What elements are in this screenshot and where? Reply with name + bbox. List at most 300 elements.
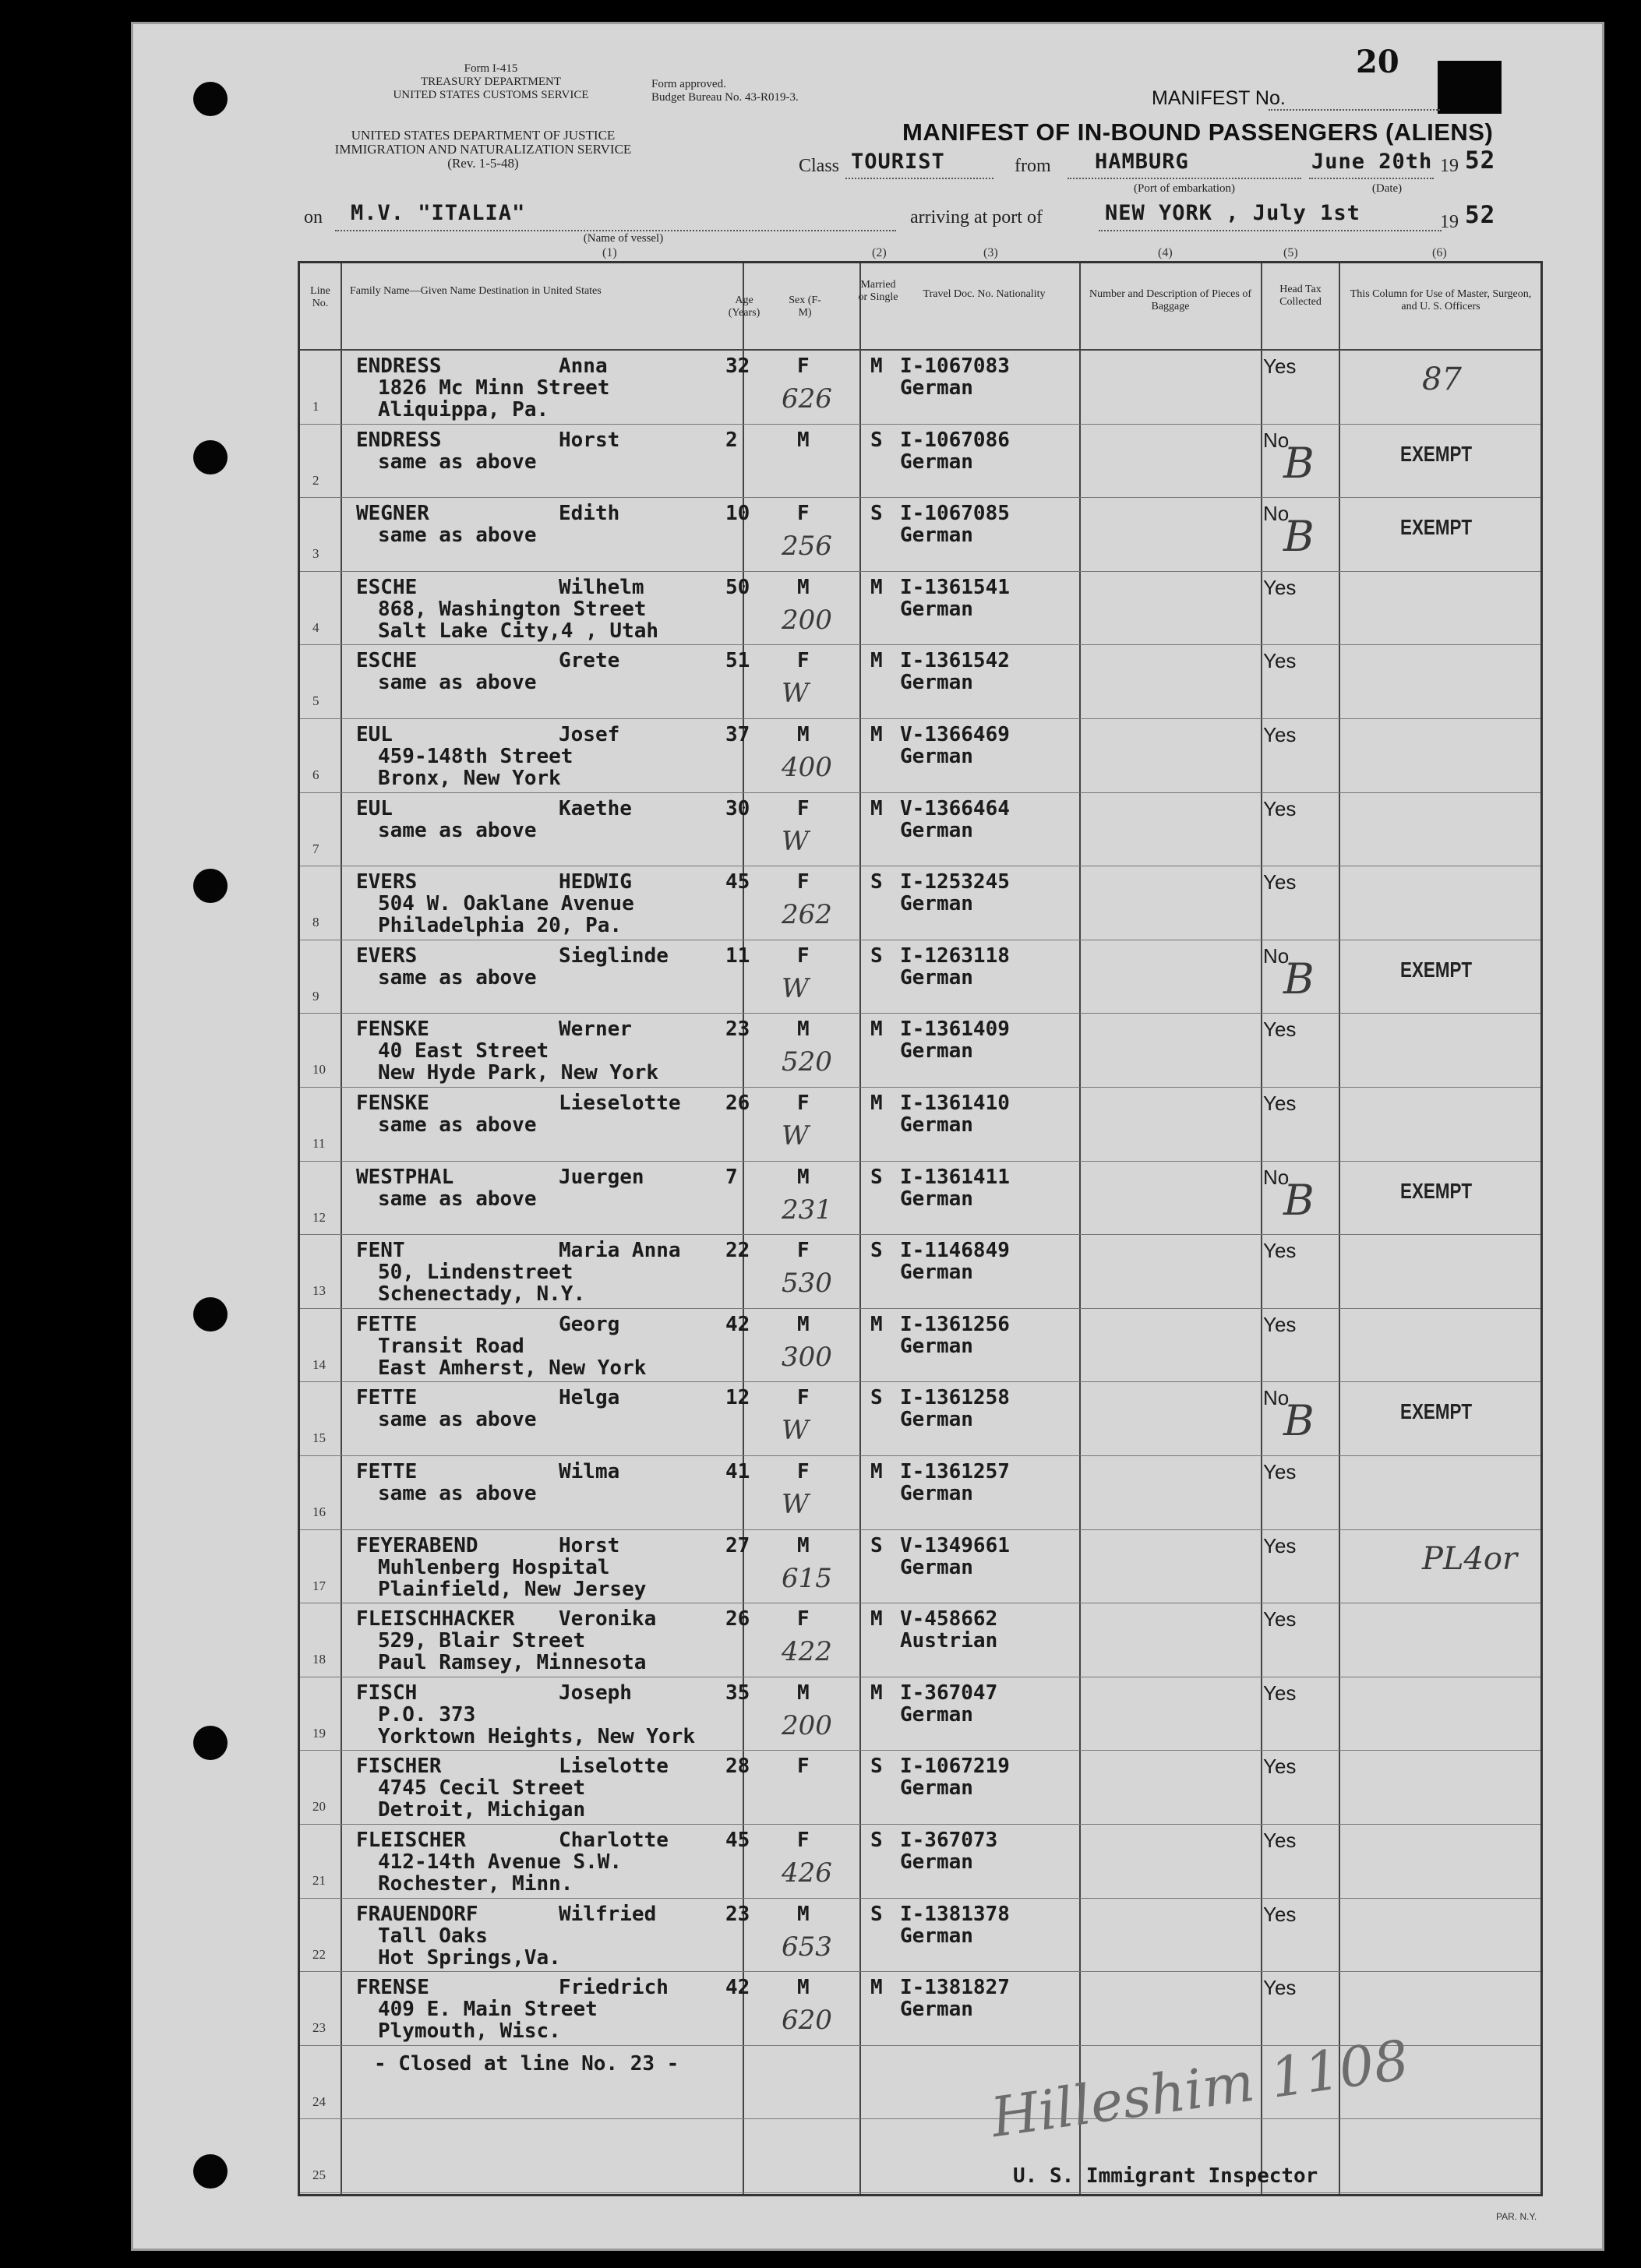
travel-doc-no: I-367073 xyxy=(900,1829,998,1852)
table-row xyxy=(300,498,1540,572)
address-line-2: Plainfield, New Jersey xyxy=(378,1577,647,1601)
sex: F xyxy=(797,1239,810,1263)
address-line-2: Philadelphia 20, Pa. xyxy=(378,914,623,938)
head-tax: Yes xyxy=(1263,723,1297,746)
line-number: 19 xyxy=(312,1725,326,1741)
sex: M xyxy=(797,1312,810,1336)
table-row xyxy=(300,793,1540,867)
handwritten-note: W xyxy=(782,678,809,710)
address-line-1: same as above xyxy=(378,671,537,695)
address-line-1: same as above xyxy=(378,450,537,474)
age: 30 xyxy=(725,796,750,820)
head-tax: Yes xyxy=(1263,1755,1297,1779)
nationality: German xyxy=(900,524,973,548)
head-tax: Yes xyxy=(1263,1607,1297,1631)
given-name: Sieglinde xyxy=(559,944,669,968)
on-label: on xyxy=(304,207,323,228)
table-row xyxy=(300,425,1540,499)
line-number: 14 xyxy=(312,1356,326,1372)
head-tax: Yes xyxy=(1263,575,1297,599)
given-name: Grete xyxy=(559,649,620,673)
marital-status: M xyxy=(870,1976,883,2000)
embarkation-date: June 20th xyxy=(1311,150,1433,174)
address-line-2: New Hyde Park, New York xyxy=(378,1061,659,1085)
handwritten-note: W xyxy=(782,1415,809,1447)
address-line-1: same as above xyxy=(378,965,537,989)
travel-doc-no: I-1263118 xyxy=(900,944,1010,968)
marital-status: S xyxy=(870,1239,883,1263)
age: 27 xyxy=(725,1533,750,1557)
line-number: 21 xyxy=(312,1873,326,1888)
vessel-caption: (Name of vessel) xyxy=(583,232,664,245)
col-num-5: (5) xyxy=(1283,246,1298,259)
passenger-table xyxy=(298,261,1543,2196)
travel-doc-no: I-367047 xyxy=(900,1681,998,1705)
marital-status: S xyxy=(870,428,883,452)
handwritten-note: 626 xyxy=(782,383,832,414)
age: 42 xyxy=(725,1312,750,1336)
handwritten-note: 520 xyxy=(782,1046,832,1078)
age: 32 xyxy=(725,354,750,378)
address-line-1: same as above xyxy=(378,1187,537,1211)
given-name: Edith xyxy=(559,502,620,526)
nationality: German xyxy=(900,376,973,400)
port-underline xyxy=(1068,178,1301,179)
family-name: ESCHE xyxy=(356,649,418,673)
col-officers: This Column for Use of Master, Surgeon, and U. S. Officers xyxy=(1350,288,1532,312)
line-number: 7 xyxy=(312,841,319,856)
handwritten-note: 530 xyxy=(782,1268,832,1300)
embarkation-year: 52 xyxy=(1465,146,1496,175)
marital-status: M xyxy=(870,649,883,673)
given-name: Friedrich xyxy=(559,1976,669,2000)
age: 10 xyxy=(725,502,750,526)
travel-doc-no: I-1381378 xyxy=(900,1902,1010,1926)
vessel-underline xyxy=(335,230,896,231)
nationality: German xyxy=(900,965,973,989)
travel-doc-no: I-1361411 xyxy=(900,1165,1010,1189)
sex: M xyxy=(797,1976,810,2000)
head-tax: Yes xyxy=(1263,1976,1297,2000)
table-row xyxy=(300,1751,1540,1825)
table-row xyxy=(300,1530,1540,1604)
marital-status: M xyxy=(870,354,883,378)
head-tax: No xyxy=(1263,1165,1290,1189)
travel-doc-no: I-1361258 xyxy=(900,1386,1010,1410)
line-number: 18 xyxy=(312,1652,326,1667)
handwritten-mark: B xyxy=(1283,438,1315,488)
head-tax: Yes xyxy=(1263,1533,1297,1557)
nationality: German xyxy=(900,1408,973,1432)
date-caption: (Date) xyxy=(1371,182,1403,195)
table-row xyxy=(300,1382,1540,1456)
nationality: German xyxy=(900,1261,973,1285)
given-name: Helga xyxy=(559,1386,620,1410)
row-divider xyxy=(300,2192,1540,2193)
given-name: Wilfried xyxy=(559,1902,657,1926)
family-name: FETTE xyxy=(356,1312,418,1336)
line-number: 6 xyxy=(312,767,319,782)
nationality: German xyxy=(900,1482,973,1505)
address-line-2: Rochester, Minn. xyxy=(378,1872,573,1896)
family-name: ESCHE xyxy=(356,575,418,599)
line-number: 20 xyxy=(312,1799,326,1815)
marital-status: S xyxy=(870,1829,883,1852)
table-row xyxy=(300,940,1540,1014)
col-baggage: Number and Description of Pieces of Baggage xyxy=(1089,288,1251,312)
punch-hole xyxy=(193,2154,228,2189)
travel-doc-no: I-1146849 xyxy=(900,1239,1010,1263)
given-name: Georg xyxy=(559,1312,620,1336)
sex: M xyxy=(797,1018,810,1042)
given-name: Maria Anna xyxy=(559,1239,681,1263)
nationality: German xyxy=(900,1187,973,1211)
head-tax: Yes xyxy=(1263,1018,1297,1042)
table-row xyxy=(300,1014,1540,1088)
age: 37 xyxy=(725,723,750,746)
form-number: Form I-415 xyxy=(464,62,518,75)
family-name: FETTE xyxy=(356,1386,418,1410)
family-name: FRENSE xyxy=(356,1976,429,2000)
form-approved: Form approved. xyxy=(651,78,726,90)
sex: F xyxy=(797,354,810,378)
nationality: German xyxy=(900,597,973,621)
col-travel-doc: Travel Doc. No. Nationality xyxy=(923,288,1046,300)
table-row xyxy=(300,1456,1540,1530)
handwritten-note: 200 xyxy=(782,1709,832,1741)
given-name: Wilhelm xyxy=(559,575,644,599)
sex: F xyxy=(797,944,810,968)
sex: F xyxy=(797,1092,810,1115)
line-number: 1 xyxy=(312,399,319,414)
travel-doc-no: I-1361409 xyxy=(900,1018,1010,1042)
marital-status: S xyxy=(870,1902,883,1926)
marital-status: S xyxy=(870,944,883,968)
handwritten-mark: B xyxy=(1283,512,1315,562)
family-name: EVERS xyxy=(356,944,418,968)
nationality: Austrian xyxy=(900,1629,998,1653)
travel-doc-no: V-1366469 xyxy=(900,723,1010,746)
head-tax: Yes xyxy=(1263,870,1297,894)
address-line-1: 50, Lindenstreet xyxy=(378,1261,573,1285)
line-number: 23 xyxy=(312,2020,326,2036)
line-number: 13 xyxy=(312,1283,326,1299)
family-name: EUL xyxy=(356,796,393,820)
age: 12 xyxy=(725,1386,750,1410)
col-line-no: Line No. xyxy=(310,285,330,309)
handwritten-note: 620 xyxy=(782,2005,832,2037)
exempt-stamp: EXEMPT xyxy=(1400,1399,1473,1424)
travel-doc-no: I-1067086 xyxy=(900,428,1010,452)
given-name: Anna xyxy=(559,354,608,378)
given-name: Charlotte xyxy=(559,1829,669,1852)
address-line-1: Tall Oaks xyxy=(378,1924,488,1948)
given-name: Wilma xyxy=(559,1460,620,1483)
age: 26 xyxy=(725,1092,750,1115)
head-tax: Yes xyxy=(1263,1902,1297,1926)
age: 51 xyxy=(725,649,750,673)
address-line-2: East Amherst, New York xyxy=(378,1356,647,1380)
family-name: FLEISCHER xyxy=(356,1829,466,1852)
age: 23 xyxy=(725,1018,750,1042)
given-name: Liselotte xyxy=(559,1755,669,1779)
address-line-1: same as above xyxy=(378,1113,537,1137)
travel-doc-no: I-1253245 xyxy=(900,870,1010,894)
table-row xyxy=(300,2119,1540,2193)
marital-status: S xyxy=(870,1386,883,1410)
age: 2 xyxy=(725,428,738,452)
age: 45 xyxy=(725,870,750,894)
head-tax: No xyxy=(1263,1386,1290,1410)
exempt-stamp: EXEMPT xyxy=(1400,1178,1473,1203)
address-line-2: Aliquippa, Pa. xyxy=(378,398,549,422)
table-row xyxy=(300,1899,1540,1973)
marital-status: M xyxy=(870,723,883,746)
head-tax: Yes xyxy=(1263,1681,1297,1705)
address-line-1: Transit Road xyxy=(378,1334,524,1358)
handwritten-note: W xyxy=(782,1120,809,1152)
handwritten-note: 231 xyxy=(782,1194,832,1226)
class-value: TOURIST xyxy=(851,150,945,174)
marital-status: S xyxy=(870,870,883,894)
head-tax: No xyxy=(1263,502,1290,526)
address-line-1: 529, Blair Street xyxy=(378,1629,586,1653)
address-line-1: 412-14th Avenue S.W. xyxy=(378,1850,623,1874)
given-name: Horst xyxy=(559,1533,620,1557)
travel-doc-no: I-1361541 xyxy=(900,575,1010,599)
sex: F xyxy=(797,1607,810,1631)
address-line-1: Muhlenberg Hospital xyxy=(378,1555,610,1579)
marital-status: M xyxy=(870,796,883,820)
exempt-stamp: EXEMPT xyxy=(1400,441,1473,466)
address-line-1: 4745 Cecil Street xyxy=(378,1776,586,1801)
address-line-1: 40 East Street xyxy=(378,1039,549,1063)
sex: M xyxy=(797,1902,810,1926)
travel-doc-no: I-1067085 xyxy=(900,502,1010,526)
sex: F xyxy=(797,1460,810,1483)
table-row xyxy=(300,866,1540,940)
head-tax: No xyxy=(1263,428,1290,452)
head-tax: Yes xyxy=(1263,1460,1297,1483)
table-row xyxy=(300,1677,1540,1751)
rev-label: (Rev. 1-5-48) xyxy=(447,156,519,171)
arrival-underline xyxy=(1099,230,1442,231)
col-age: Age (Years) xyxy=(728,295,761,319)
age: 26 xyxy=(725,1607,750,1631)
ins-label: IMMIGRATION AND NATURALIZATION SERVICE xyxy=(334,142,632,157)
table-row xyxy=(300,351,1540,425)
handwritten-note: W xyxy=(782,1489,809,1520)
address-line-2: Detroit, Michigan xyxy=(378,1798,586,1822)
table-row xyxy=(300,1235,1540,1309)
address-line-1: 1826 Mc Minn Street xyxy=(378,376,610,400)
given-name: Kaethe xyxy=(559,796,632,820)
table-row xyxy=(300,645,1540,719)
justice-label: UNITED STATES DEPARTMENT OF JUSTICE xyxy=(351,128,616,143)
family-name: WESTPHAL xyxy=(356,1165,454,1189)
sex: M xyxy=(797,1533,810,1557)
age: 28 xyxy=(725,1755,750,1779)
sex: M xyxy=(797,575,810,599)
head-tax: Yes xyxy=(1263,354,1297,378)
given-name: Veronika xyxy=(559,1607,657,1631)
travel-doc-no: I-1381827 xyxy=(900,1976,1010,2000)
from-label: from xyxy=(1015,156,1051,176)
nationality: German xyxy=(900,1555,973,1579)
head-tax: Yes xyxy=(1263,1239,1297,1263)
nationality: German xyxy=(900,1776,973,1801)
travel-doc-no: V-458662 xyxy=(900,1607,998,1631)
travel-doc-no: I-1361257 xyxy=(900,1460,1010,1483)
age: 23 xyxy=(725,1902,750,1926)
nationality: German xyxy=(900,1702,973,1727)
given-name: Lieselotte xyxy=(559,1092,681,1115)
punch-hole xyxy=(193,1297,228,1332)
col-num-6: (6) xyxy=(1432,246,1447,259)
vessel-name: M.V. "ITALIA" xyxy=(351,201,526,225)
sex: F xyxy=(797,870,810,894)
col-num-3: (3) xyxy=(983,246,998,259)
given-name: HEDWIG xyxy=(559,870,632,894)
handwritten-mark: B xyxy=(1283,954,1315,1003)
marital-status: M xyxy=(870,1460,883,1483)
budget-bureau: Budget Bureau No. 43-R019-3. xyxy=(651,91,799,104)
handwritten-note: 426 xyxy=(782,1857,832,1889)
address-line-1: same as above xyxy=(378,1408,537,1432)
officer-note: PL4or xyxy=(1422,1540,1518,1577)
nationality: German xyxy=(900,1039,973,1063)
closed-at-line: - Closed at line No. 23 - xyxy=(374,2052,679,2076)
family-name: ENDRESS xyxy=(356,354,442,378)
col-num-1: (1) xyxy=(602,246,617,259)
handwritten-note: W xyxy=(782,972,809,1004)
address-line-2: Plymouth, Wisc. xyxy=(378,2019,561,2044)
sex: M xyxy=(797,1165,810,1189)
marital-status: M xyxy=(870,1681,883,1705)
marital-status: M xyxy=(870,1607,883,1631)
marital-status: M xyxy=(870,1092,883,1115)
family-name: FLEISCHHACKER xyxy=(356,1607,515,1631)
class-label: Class xyxy=(799,156,840,176)
sex: M xyxy=(797,428,810,452)
age: 45 xyxy=(725,1829,750,1852)
marital-status: S xyxy=(870,1533,883,1557)
officer-note: 87 xyxy=(1422,362,1462,397)
family-name: ENDRESS xyxy=(356,428,442,452)
table-row xyxy=(300,572,1540,646)
nationality: German xyxy=(900,818,973,842)
travel-doc-no: I-1361410 xyxy=(900,1092,1010,1115)
family-name: FISCH xyxy=(356,1681,418,1705)
punch-hole xyxy=(193,869,228,903)
nationality: German xyxy=(900,892,973,916)
age: 22 xyxy=(725,1239,750,1263)
table-row xyxy=(300,1162,1540,1236)
travel-doc-no: V-1366464 xyxy=(900,796,1010,820)
address-line-1: 409 E. Main Street xyxy=(378,1998,598,2022)
address-line-2: Bronx, New York xyxy=(378,767,561,790)
line-number: 9 xyxy=(312,988,319,1003)
age: 35 xyxy=(725,1681,750,1705)
handwritten-note: 200 xyxy=(782,604,832,636)
arrival-year: 52 xyxy=(1465,201,1496,229)
address-line-2: Yorktown Heights, New York xyxy=(378,1724,695,1748)
address-line-2: Schenectady, N.Y. xyxy=(378,1282,586,1307)
address-line-1: same as above xyxy=(378,524,537,548)
printer-mark: PAR. N.Y. xyxy=(1496,2211,1537,2222)
address-line-2: Paul Ramsey, Minnesota xyxy=(378,1651,647,1675)
travel-doc-no: I-1361256 xyxy=(900,1312,1010,1336)
line-number: 15 xyxy=(312,1430,326,1446)
nationality: German xyxy=(900,1334,973,1358)
year-prefix-2: 19 xyxy=(1440,212,1459,232)
head-tax: Yes xyxy=(1263,1829,1297,1852)
handwritten-note: W xyxy=(782,825,809,857)
line-number: 11 xyxy=(312,1136,326,1151)
line-number: 2 xyxy=(312,472,319,488)
inspector-signature: Hilleshim 1108 xyxy=(986,2027,1413,2150)
col-name: Family Name—Given Name Destination in United States xyxy=(350,285,602,297)
sex: M xyxy=(797,1681,810,1705)
table-row xyxy=(300,1309,1540,1383)
budget-header xyxy=(651,78,854,104)
line-number: 17 xyxy=(312,1578,326,1593)
col-num-2: (2) xyxy=(872,246,887,259)
age: 11 xyxy=(725,944,750,968)
class-underline xyxy=(845,178,993,179)
marital-status: S xyxy=(870,502,883,526)
line-number: 16 xyxy=(312,1504,326,1519)
sex: F xyxy=(797,649,810,673)
col-head-tax: Head Tax Collected xyxy=(1279,284,1322,308)
marital-status: S xyxy=(870,1165,883,1189)
line-number: 25 xyxy=(312,2167,326,2183)
family-name: FETTE xyxy=(356,1460,418,1483)
line-number: 12 xyxy=(312,1209,326,1225)
address-line-1: 868, Washington Street xyxy=(378,597,647,621)
head-tax: Yes xyxy=(1263,1092,1297,1115)
age: 50 xyxy=(725,575,750,599)
family-name: FENSKE xyxy=(356,1092,429,1115)
given-name: Joseph xyxy=(559,1681,632,1705)
nationality: German xyxy=(900,1113,973,1137)
line-number: 4 xyxy=(312,619,319,635)
travel-doc-no: V-1349661 xyxy=(900,1533,1010,1557)
address-line-1: same as above xyxy=(378,818,537,842)
handwritten-mark: B xyxy=(1283,1175,1315,1225)
year-prefix: 19 xyxy=(1440,156,1459,176)
head-tax: Yes xyxy=(1263,1312,1297,1336)
nationality: German xyxy=(900,745,973,768)
family-name: EUL xyxy=(356,723,393,746)
age: 7 xyxy=(725,1165,738,1189)
travel-doc-no: I-1067083 xyxy=(900,354,1010,378)
handwritten-mark: B xyxy=(1283,1396,1315,1446)
handwritten-note: 400 xyxy=(782,752,832,783)
col-married: Married or Single xyxy=(858,279,898,303)
col-num-4: (4) xyxy=(1158,246,1173,259)
nationality: German xyxy=(900,1850,973,1874)
exempt-stamp: EXEMPT xyxy=(1400,515,1473,540)
punch-hole xyxy=(193,1726,228,1760)
treasury-label: TREASURY DEPARTMENT xyxy=(420,76,562,88)
inspector-label: U. S. Immigrant Inspector xyxy=(1013,2164,1318,2188)
handwritten-note: 653 xyxy=(782,1931,832,1963)
line-number: 3 xyxy=(312,546,319,562)
nationality: German xyxy=(900,1924,973,1948)
sex: F xyxy=(797,1829,810,1852)
arrival-port-date: NEW YORK , July 1st xyxy=(1105,201,1360,225)
